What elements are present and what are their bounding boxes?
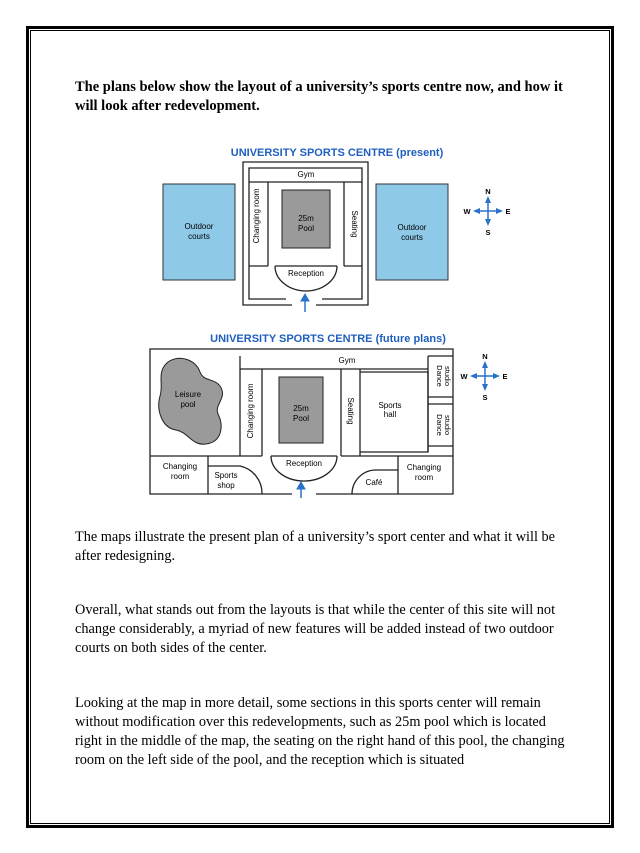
future-entrance-arrow <box>297 482 305 498</box>
present-seating-label: Seating <box>350 210 359 238</box>
dance-studio-top-label-2: studio <box>443 365 452 387</box>
sports-hall-label-2: hall <box>383 410 397 419</box>
paragraph-overview: Overall, what stands out from the layouts is that while the center of this site will not change considerably, a myriad of new features will be added instead of two outdoor courts on both sides of the center. <box>75 602 556 656</box>
compass-n: N <box>482 352 488 361</box>
changing-room-right-label-1: Changing <box>406 463 442 472</box>
outdoor-courts-right-label-2: courts <box>401 233 423 242</box>
sports-hall-label-1: Sports <box>378 401 402 410</box>
future-gym-label: Gym <box>338 356 356 365</box>
paragraph-details: Looking at the map in more detail, some sections in this sports center will remain without modification over this redevelopments, such as 25m pool which is located right in the middle of the map, the seating on the right hand of this pool, the changing room on the left side of the pool, and the reception which is situated <box>75 695 565 768</box>
dance-studio-bottom-label-2: studio <box>443 414 452 436</box>
future-map-title: UNIVERSITY SPORTS CENTRE (future plans) <box>210 333 446 345</box>
compass-e: E <box>502 372 508 381</box>
dance-studio-bottom-label-1: Dance <box>435 414 444 436</box>
present-entrance-arrow <box>301 294 309 312</box>
task-heading: The plans below show the layout of a university’s sports centre now, and how it will look after redevelopment. <box>75 79 563 114</box>
leisure-pool-label-2: pool <box>180 400 196 409</box>
compass-s: S <box>482 393 488 402</box>
present-gym-label: Gym <box>297 170 315 179</box>
future-changing-room-label: Changing room <box>246 383 255 439</box>
leisure-pool-label-1: Leisure <box>174 390 202 399</box>
dance-studio-top-label-1: Dance <box>435 365 444 387</box>
outdoor-courts-right-label-1: Outdoor <box>397 223 427 232</box>
compass-w: W <box>463 207 471 216</box>
paragraph-intro: The maps illustrate the present plan of a university’s sport center and what it will be after redesigning. <box>75 529 556 564</box>
present-changing-room-label: Changing room <box>252 188 261 244</box>
future-compass <box>460 352 507 402</box>
compass-s: S <box>485 228 491 237</box>
outdoor-courts-right <box>376 184 448 280</box>
present-pool-label-1: 25m <box>298 214 314 223</box>
compass-e: E <box>505 207 511 216</box>
compass-w: W <box>460 372 468 381</box>
future-reception-label: Reception <box>285 459 323 468</box>
sports-shop-label-2: shop <box>217 481 235 490</box>
present-compass <box>463 187 510 237</box>
future-seating-label: Seating <box>346 397 355 425</box>
cafe-label: Café <box>365 478 383 487</box>
future-pool-label-1: 25m <box>293 404 309 413</box>
future-pool-label-2: Pool <box>292 414 310 423</box>
changing-room-left-label-2: room <box>170 472 190 481</box>
compass-n: N <box>485 187 491 196</box>
present-pool-label-2: Pool <box>297 224 315 233</box>
present-map-title: UNIVERSITY SPORTS CENTRE (present) <box>230 147 444 159</box>
changing-room-right-label-2: room <box>414 473 434 482</box>
changing-room-left-label-1: Changing <box>162 462 198 471</box>
outdoor-courts-left-label-2: courts <box>188 232 210 241</box>
present-reception-label: Reception <box>287 269 325 278</box>
sports-shop-label-1: Sports <box>214 471 238 480</box>
outdoor-courts-left-label-1: Outdoor <box>184 222 214 231</box>
